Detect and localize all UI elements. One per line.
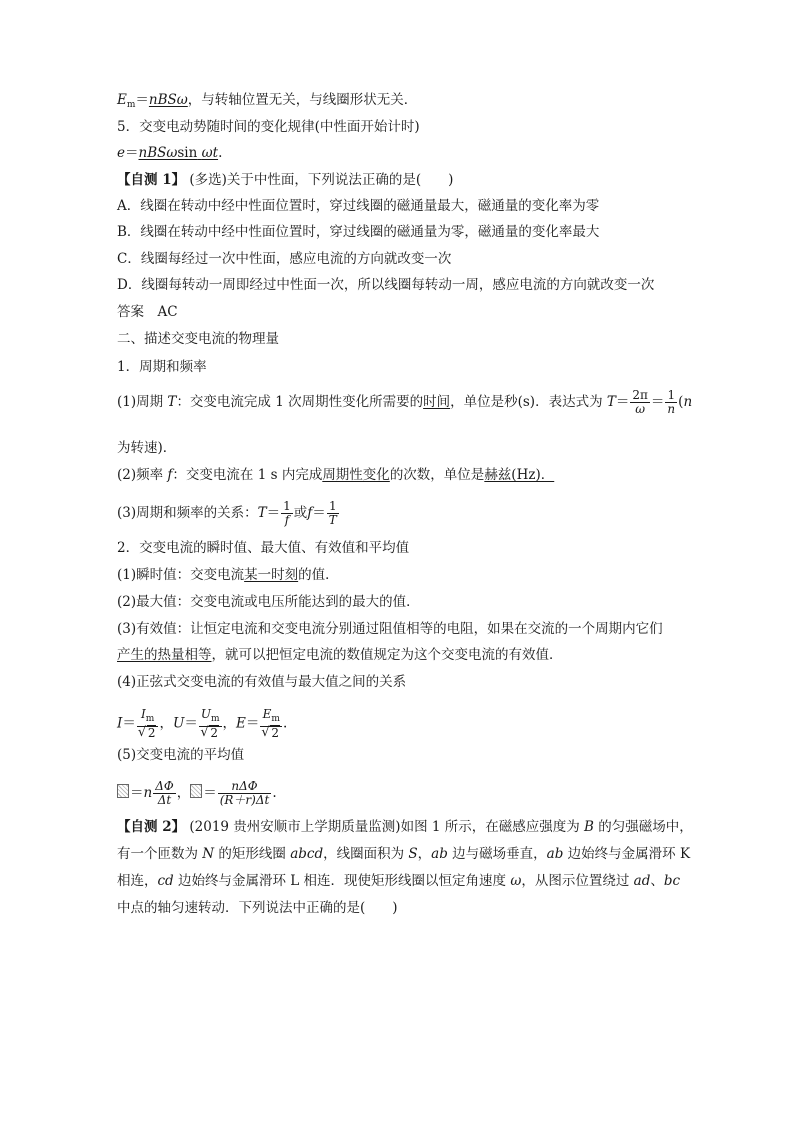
text: 边与磁场垂直， bbox=[447, 846, 547, 862]
text: (多选)关于中性面，下列说法正确的是( ) bbox=[185, 172, 454, 188]
fraction: $I_m$ √ 2 bbox=[137, 708, 159, 740]
text: ＝ bbox=[135, 92, 149, 108]
text: ， bbox=[417, 846, 432, 862]
text: 或 bbox=[293, 505, 308, 521]
text: ＝ bbox=[130, 785, 144, 801]
text: ：交变电流完成 1 次周期性变化所需要的 bbox=[176, 394, 424, 410]
line-self-test-2-cont-1 bbox=[117, 845, 690, 863]
symbol: ω bbox=[510, 873, 522, 889]
fraction: $\frac{1}{T}$ bbox=[328, 499, 337, 527]
line-frequency-def bbox=[117, 466, 554, 484]
text: ，就可以把恒定电流的数值规定为这个交变电流的有效值． bbox=[211, 647, 563, 663]
section-heading-2: 二、描述交变电流的物理量 bbox=[117, 331, 279, 347]
line-average: (5)交变电流的平均值 bbox=[117, 747, 245, 763]
text: 相连， bbox=[117, 873, 158, 889]
symbol: cd bbox=[157, 873, 174, 889]
self-test-tag: 【自测 2】 bbox=[117, 819, 186, 835]
underlined-text: 产生的热量相等 bbox=[117, 647, 212, 663]
line-effective: (3)有效值：让恒定电流和交变电流分别通过阻值相等的电阻，如果在交流的一个周期内它们 bbox=[117, 621, 663, 637]
symbol: n bbox=[683, 394, 693, 410]
line-self-test-2-cont-2 bbox=[117, 872, 680, 890]
text: 边始终与金属滑环 L 相连．现使矩形线圈以恒定角速度 bbox=[173, 873, 511, 889]
symbol: B bbox=[584, 819, 594, 835]
option-c: C．线圈每经过一次中性面，感应电流的方向就改变一次 bbox=[117, 251, 452, 267]
mean-e-symbol-icon bbox=[117, 784, 129, 798]
text: ：交变电流在 1 s 内完成 bbox=[172, 467, 323, 483]
text: ＝ bbox=[203, 785, 217, 801]
underlined-text: nBSω bbox=[138, 145, 178, 161]
text: 有一个匝数为 bbox=[117, 846, 203, 862]
line-period-def bbox=[117, 389, 692, 416]
text: (2)频率 bbox=[117, 467, 168, 483]
line-sine-relation: (4)正弦式交变电流的有效值与最大值之间的关系 bbox=[117, 674, 407, 690]
line-instantaneous bbox=[117, 566, 339, 584]
fraction: $E_m$ √ 2 bbox=[260, 708, 282, 740]
symbol: N bbox=[202, 846, 215, 862]
underlined-text: 赫兹(Hz)． bbox=[484, 467, 555, 483]
line-effective-cont bbox=[117, 646, 563, 664]
text: ＝ bbox=[312, 505, 326, 521]
symbol: I bbox=[117, 715, 123, 732]
text: 边始终与金属滑环 K bbox=[563, 846, 691, 862]
line-self-test-1 bbox=[117, 171, 453, 189]
text: 的值． bbox=[298, 567, 339, 583]
option-d: D．线圈每转动一周即经过中性面一次，所以线圈每转动一周，感应电流的方向就改变一次 bbox=[117, 277, 655, 293]
text: 的矩形线圈 bbox=[214, 846, 291, 862]
subheading-2: 2．交变电流的瞬时值、最大值、有效值和平均值 bbox=[117, 540, 410, 556]
answer: 答案 AC bbox=[117, 304, 178, 320]
text: 、 bbox=[650, 873, 664, 889]
symbol: S bbox=[408, 846, 418, 862]
symbol: ab bbox=[431, 846, 448, 862]
text: (3)周期和频率的关系： bbox=[117, 505, 258, 521]
text: ，单位是秒(s)．表达式为 bbox=[450, 394, 607, 410]
text: 的次数，单位是 bbox=[389, 467, 485, 483]
subheading-1: 1．周期和频率 bbox=[117, 359, 207, 375]
text: (1)瞬时值：交变电流 bbox=[117, 567, 245, 583]
symbol: E bbox=[117, 92, 127, 108]
fraction: $U_m$ √ 2 bbox=[199, 708, 222, 740]
self-test-tag: 【自测 1】 bbox=[117, 172, 186, 188]
underlined-text: ωt bbox=[201, 145, 219, 161]
symbol: bc bbox=[663, 873, 681, 889]
text: ＝ bbox=[266, 505, 281, 521]
text: . bbox=[218, 145, 223, 161]
symbol: e bbox=[117, 145, 125, 161]
text: ＝ bbox=[650, 394, 665, 410]
underlined-text: 时间 bbox=[423, 394, 451, 410]
line-effective-formulas bbox=[117, 708, 287, 740]
symbol: E bbox=[236, 715, 246, 732]
underlined-text: 周期性变化 bbox=[322, 467, 390, 483]
text: ， bbox=[222, 715, 237, 732]
symbol: U bbox=[172, 715, 185, 732]
fraction: $\frac{\text{nΔΦ}}{(R+r)\Delta t}$ bbox=[219, 779, 270, 807]
text: ， bbox=[176, 785, 191, 801]
text: ，线圈面积为 bbox=[323, 846, 409, 862]
line-self-test-2-cont-3: 中点的轴匀速转动．下列说法中正确的是( ) bbox=[117, 900, 398, 916]
text: ＝ bbox=[125, 145, 139, 161]
line-e-formula bbox=[117, 144, 222, 162]
text: ， bbox=[159, 715, 173, 732]
symbol: n bbox=[143, 785, 153, 801]
fraction: $\frac{1}{n}$ bbox=[667, 388, 676, 416]
mean-i-symbol-icon bbox=[190, 784, 202, 798]
text: ＝ bbox=[245, 715, 260, 732]
text: ＝ bbox=[184, 715, 198, 732]
option-b: B．线圈在转动中经中性面位置时，穿过线圈的磁通量为零，磁通量的变化率最大 bbox=[117, 224, 600, 240]
text: ，从图示位置绕过 bbox=[521, 873, 634, 889]
text: ，与转轴位置无关，与线圈形状无关． bbox=[187, 92, 418, 108]
symbol: f bbox=[167, 467, 173, 483]
text: ＝ bbox=[615, 394, 630, 410]
text: (1)周期 bbox=[117, 394, 168, 410]
underlined-text: sin bbox=[177, 145, 198, 161]
symbol: ab bbox=[546, 846, 564, 862]
line-em-formula bbox=[117, 91, 417, 114]
line-period-frequency-relation bbox=[117, 500, 340, 527]
underlined-text: nBSω bbox=[148, 92, 188, 108]
fraction: $\frac{2\pi}{\omega}$ bbox=[632, 388, 648, 416]
fraction: $\frac{1}{f}$ bbox=[283, 499, 291, 527]
symbol: f bbox=[307, 505, 313, 521]
option-a: A．线圈在转动中经中性面位置时，穿过线圈的磁通量最大，磁通量的变化率为零 bbox=[117, 198, 600, 214]
fraction: $\frac{\Delta\Phi}{\Delta t}$ bbox=[155, 779, 174, 807]
line-self-test-2 bbox=[117, 818, 693, 836]
text: ( bbox=[678, 394, 684, 410]
symbol: abcd bbox=[290, 846, 324, 862]
subscript: m bbox=[126, 100, 136, 110]
symbol: ad bbox=[633, 873, 651, 889]
symbol: T bbox=[606, 394, 616, 410]
underlined-text: 某一时刻 bbox=[244, 567, 299, 583]
text: . bbox=[283, 715, 288, 732]
line-maximum: (2)最大值：交变电流或电压所能达到的最大的值． bbox=[117, 594, 420, 610]
symbol: T bbox=[257, 505, 267, 521]
line-period-cont: 为转速)． bbox=[117, 440, 177, 456]
line-heading-5: 5．交变电动势随时间的变化规律(中性面开始计时) bbox=[117, 119, 420, 135]
symbol: T bbox=[167, 394, 177, 410]
line-average-formulas bbox=[117, 780, 277, 807]
text: . bbox=[272, 785, 277, 801]
text: 的匀强磁场中， bbox=[593, 819, 693, 835]
text: ＝ bbox=[122, 715, 136, 732]
text: (2019 贵州安顺市上学期质量监测)如图 1 所示，在磁感应强度为 bbox=[185, 819, 585, 835]
